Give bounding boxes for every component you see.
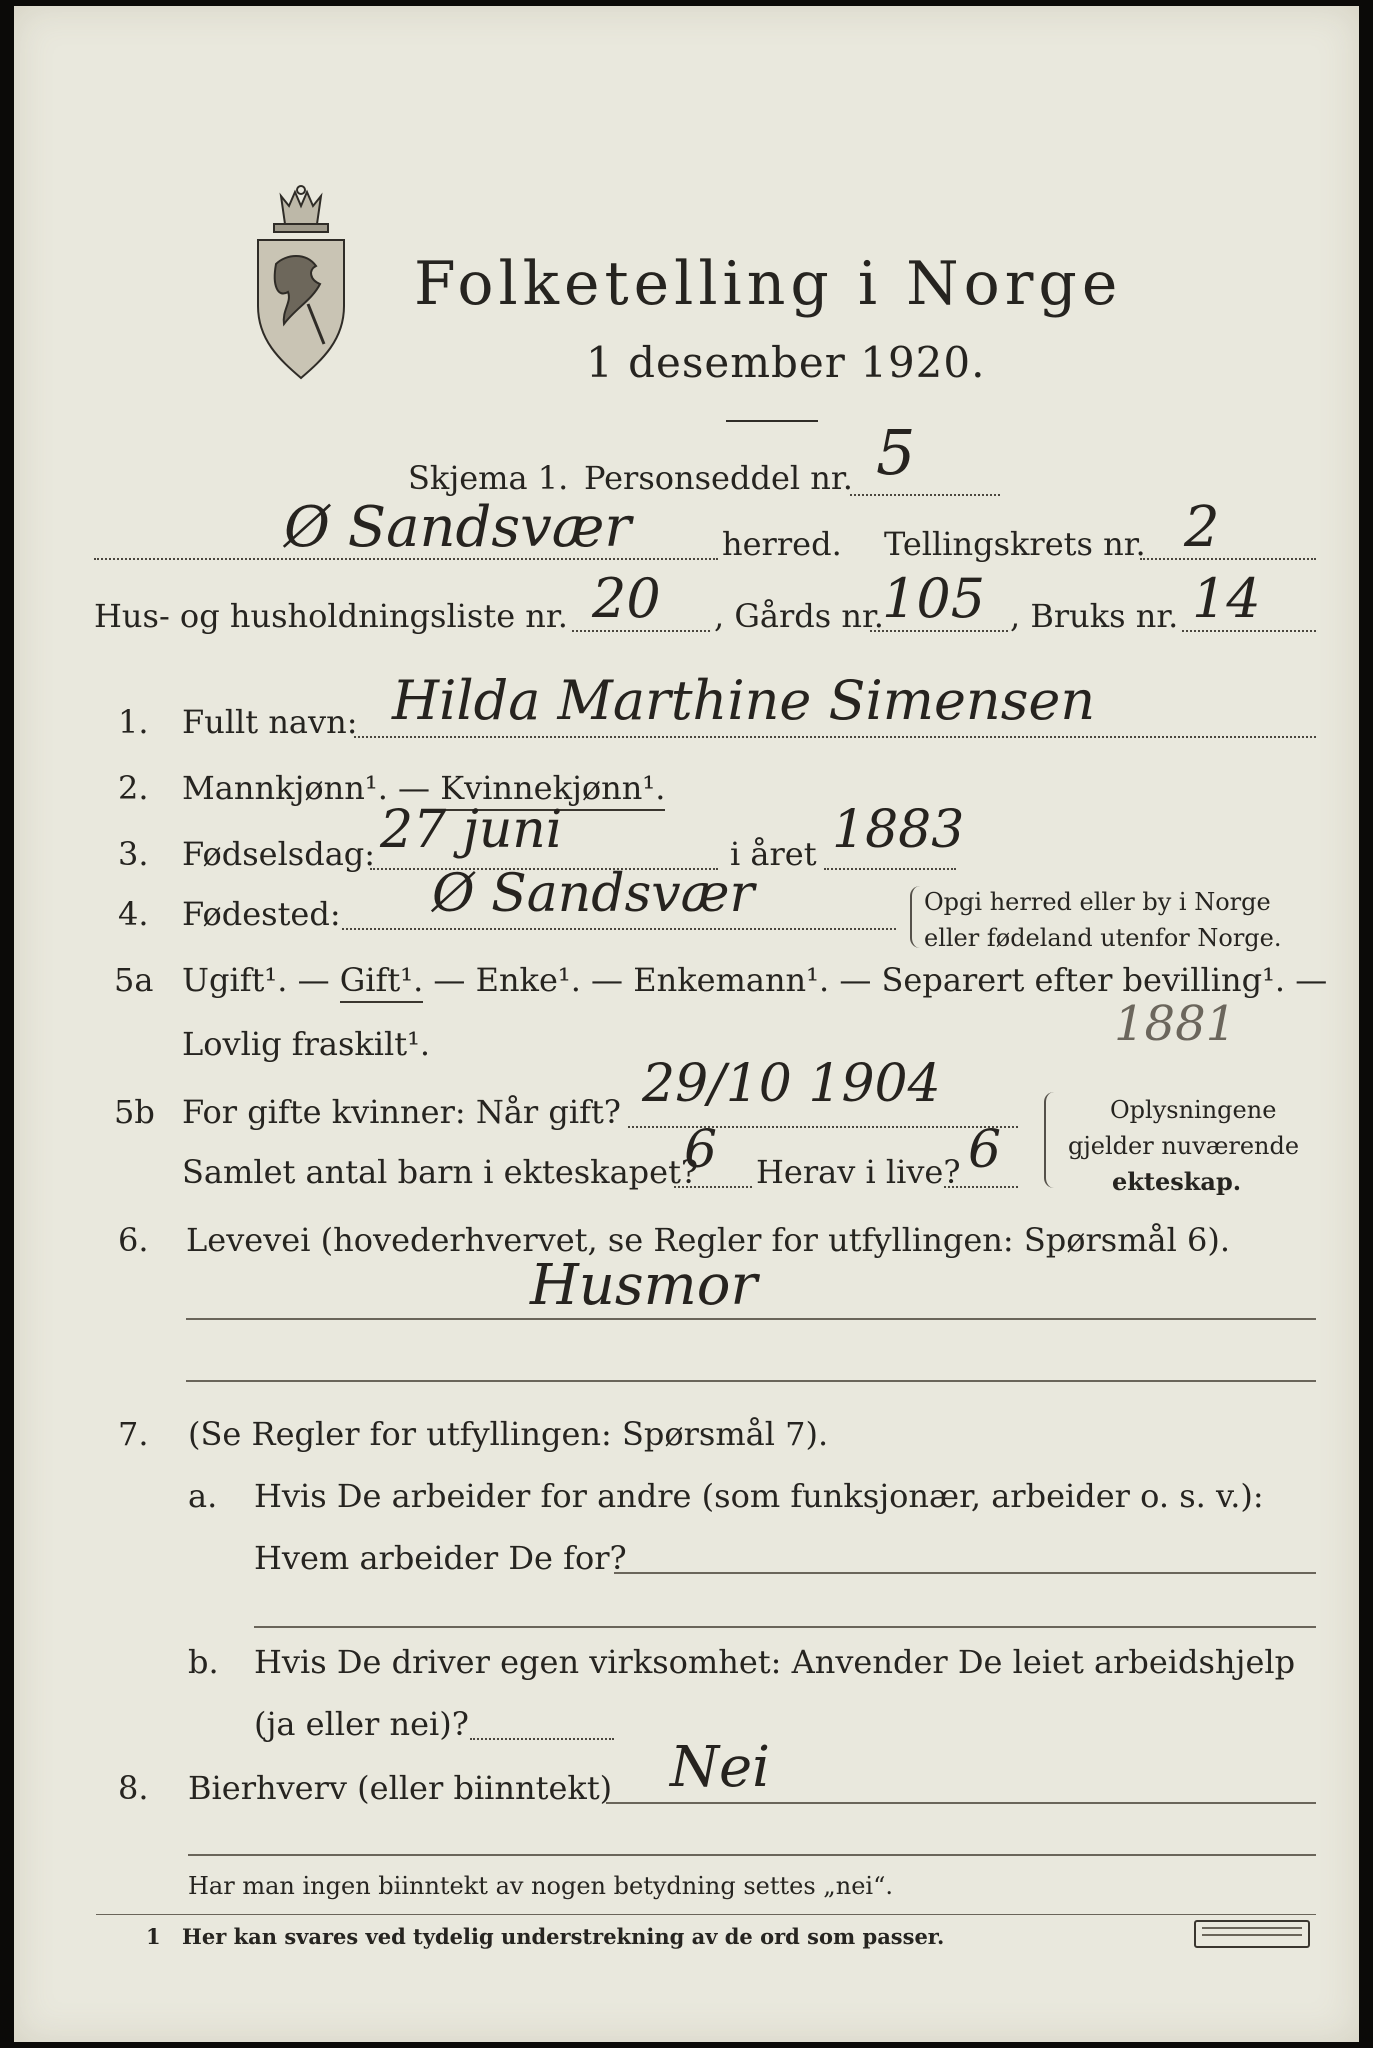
q5b-alive-line — [944, 1186, 1018, 1188]
q5a-gift-underlined: Gift¹. — [340, 961, 424, 1003]
header-divider — [726, 420, 818, 422]
q3-value: 27 juni — [380, 800, 563, 860]
q4-note-line2: eller fødeland utenfor Norge. — [924, 924, 1282, 952]
q5a-options: Ugift¹. — Gift¹. — Enke¹. — Enkemann¹. — Separert efter bevilling¹. — — [182, 964, 1327, 996]
q8-number: 8. — [118, 1769, 149, 1807]
q6-number: 6. — [118, 1221, 149, 1259]
q5b-alive-value: 6 — [968, 1120, 1002, 1180]
q3-year-line — [824, 868, 956, 870]
husliste-label: Hus- og husholdningsliste nr. — [94, 597, 568, 635]
bruks-value: 14 — [1192, 567, 1261, 630]
q5a-margin-note: 1881 — [1114, 996, 1237, 1052]
q2-female-underlined: Kvinnekjønn¹. — [440, 769, 665, 811]
q7-number: 7. — [118, 1415, 149, 1453]
q6-line1 — [186, 1318, 1316, 1320]
husliste-line — [572, 630, 710, 632]
q3-label: Fødselsdag: — [182, 835, 376, 873]
q6-label: Levevei (hovederhvervet, se Regler for utfyllingen: Spørsmål 6). — [186, 1221, 1231, 1259]
q7b-line — [470, 1738, 614, 1740]
q4-note-line1: Opgi herred eller by i Norge — [924, 888, 1271, 916]
gards-value: 105 — [882, 567, 986, 630]
tellingskrets-value: 2 — [1184, 495, 1220, 560]
q5b-note-line2: gjelder nuværende — [1068, 1132, 1300, 1160]
footer-divider — [96, 1914, 1316, 1915]
q5b-note-line3: ekteskap. — [1112, 1167, 1242, 1196]
q7-label: (Se Regler for utfyllingen: Spørsmål 7). — [188, 1415, 829, 1453]
bruks-line — [1182, 630, 1316, 632]
q5b-number: 5b — [114, 1093, 155, 1131]
q8-label: Bierhverv (eller biinntekt) — [188, 1769, 613, 1807]
q5b-children-value: 6 — [684, 1120, 718, 1180]
q1-label: Fullt navn: — [182, 703, 358, 741]
bruks-label: , Bruks nr. — [1010, 597, 1179, 635]
q7a-label2: Hvem arbeider De for? — [254, 1539, 627, 1577]
tellingskrets-label: Tellingskrets nr. — [884, 525, 1146, 563]
coat-of-arms-icon — [246, 184, 356, 384]
personseddel-value: 5 — [876, 416, 916, 489]
footer-note: Har man ingen biinntekt av nogen betydning settes „nei“. — [188, 1872, 893, 1900]
q4-line — [342, 928, 896, 930]
form-date: 1 desember 1920. — [586, 338, 986, 387]
q2-male: Mannkjønn¹. — [182, 769, 388, 807]
q4-number: 4. — [118, 895, 149, 933]
gards-label: , Gårds nr. — [714, 597, 884, 635]
q3-number: 3. — [118, 835, 149, 873]
q7a-line2 — [254, 1626, 1316, 1628]
q7b-label2: (ja eller nei)? — [254, 1705, 469, 1743]
q1-line — [354, 736, 1316, 738]
q7b-label: Hvis De driver egen virksomhet: Anvender De leiet arbeidshjelp — [254, 1643, 1296, 1681]
personseddel-line — [850, 494, 1000, 496]
form-title: Folketelling i Norge — [414, 249, 1123, 319]
q8-line2 — [188, 1854, 1316, 1856]
q4-note-brace — [910, 886, 920, 948]
q2-separator: — — [398, 769, 431, 807]
q3-year-label: i året — [730, 835, 817, 873]
q8-line1 — [606, 1802, 1316, 1804]
q7a-line1 — [614, 1572, 1316, 1574]
q2-number: 2. — [118, 769, 149, 807]
tellingskrets-line — [1140, 558, 1316, 560]
q6-value: Husmor — [530, 1253, 758, 1318]
q1-value: Hilda Marthine Simensen — [392, 669, 1096, 732]
q7a-label: Hvis De arbeider for andre (som funksjonær, arbeider o. s. v.): — [254, 1477, 1264, 1515]
skjema-label: Skjema 1. — [408, 459, 569, 497]
q4-value: Ø Sandsvær — [432, 864, 755, 924]
q8-value: Nei — [670, 1735, 771, 1800]
q6-line2 — [186, 1380, 1316, 1382]
q5b-alive-label: Herav i live? — [756, 1153, 961, 1191]
personseddel-label: Personseddel nr. — [584, 459, 853, 497]
q5b-label: For gifte kvinner: Når gift? — [182, 1093, 621, 1131]
gards-line — [870, 630, 1008, 632]
q1-number: 1. — [118, 703, 149, 741]
q5b-note-brace — [1044, 1092, 1054, 1188]
q7a-number: a. — [188, 1477, 218, 1515]
q5a-ugift: Ugift¹. — [182, 961, 288, 999]
q5b-note-line1: Oplysningene — [1110, 1096, 1277, 1124]
q5b-children-line — [674, 1186, 752, 1188]
herred-value: Ø Sandsvær — [284, 495, 632, 560]
husliste-value: 20 — [592, 567, 661, 630]
q5a-number: 5a — [114, 961, 154, 999]
q5b-value: 29/10 1904 — [642, 1054, 941, 1114]
q5b-children-label: Samlet antal barn i ekteskapet? — [182, 1153, 699, 1191]
footnote-text: Her kan svares ved tydelig understrekning av de ord som passer. — [182, 1924, 945, 1949]
footnote-mark: 1 — [146, 1924, 161, 1949]
q5a-line2: Lovlig fraskilt¹. — [182, 1025, 431, 1063]
q7b-number: b. — [188, 1643, 219, 1681]
q3-year-value: 1883 — [832, 800, 965, 860]
q4-label: Fødested: — [182, 895, 341, 933]
herred-label: herred. — [722, 525, 842, 563]
printer-stamp-icon — [1194, 1920, 1310, 1948]
census-form-page — [14, 6, 1359, 2042]
q5a-rest: — Enke¹. — Enkemann¹. — Separert efter bevilling¹. — — [433, 961, 1328, 999]
